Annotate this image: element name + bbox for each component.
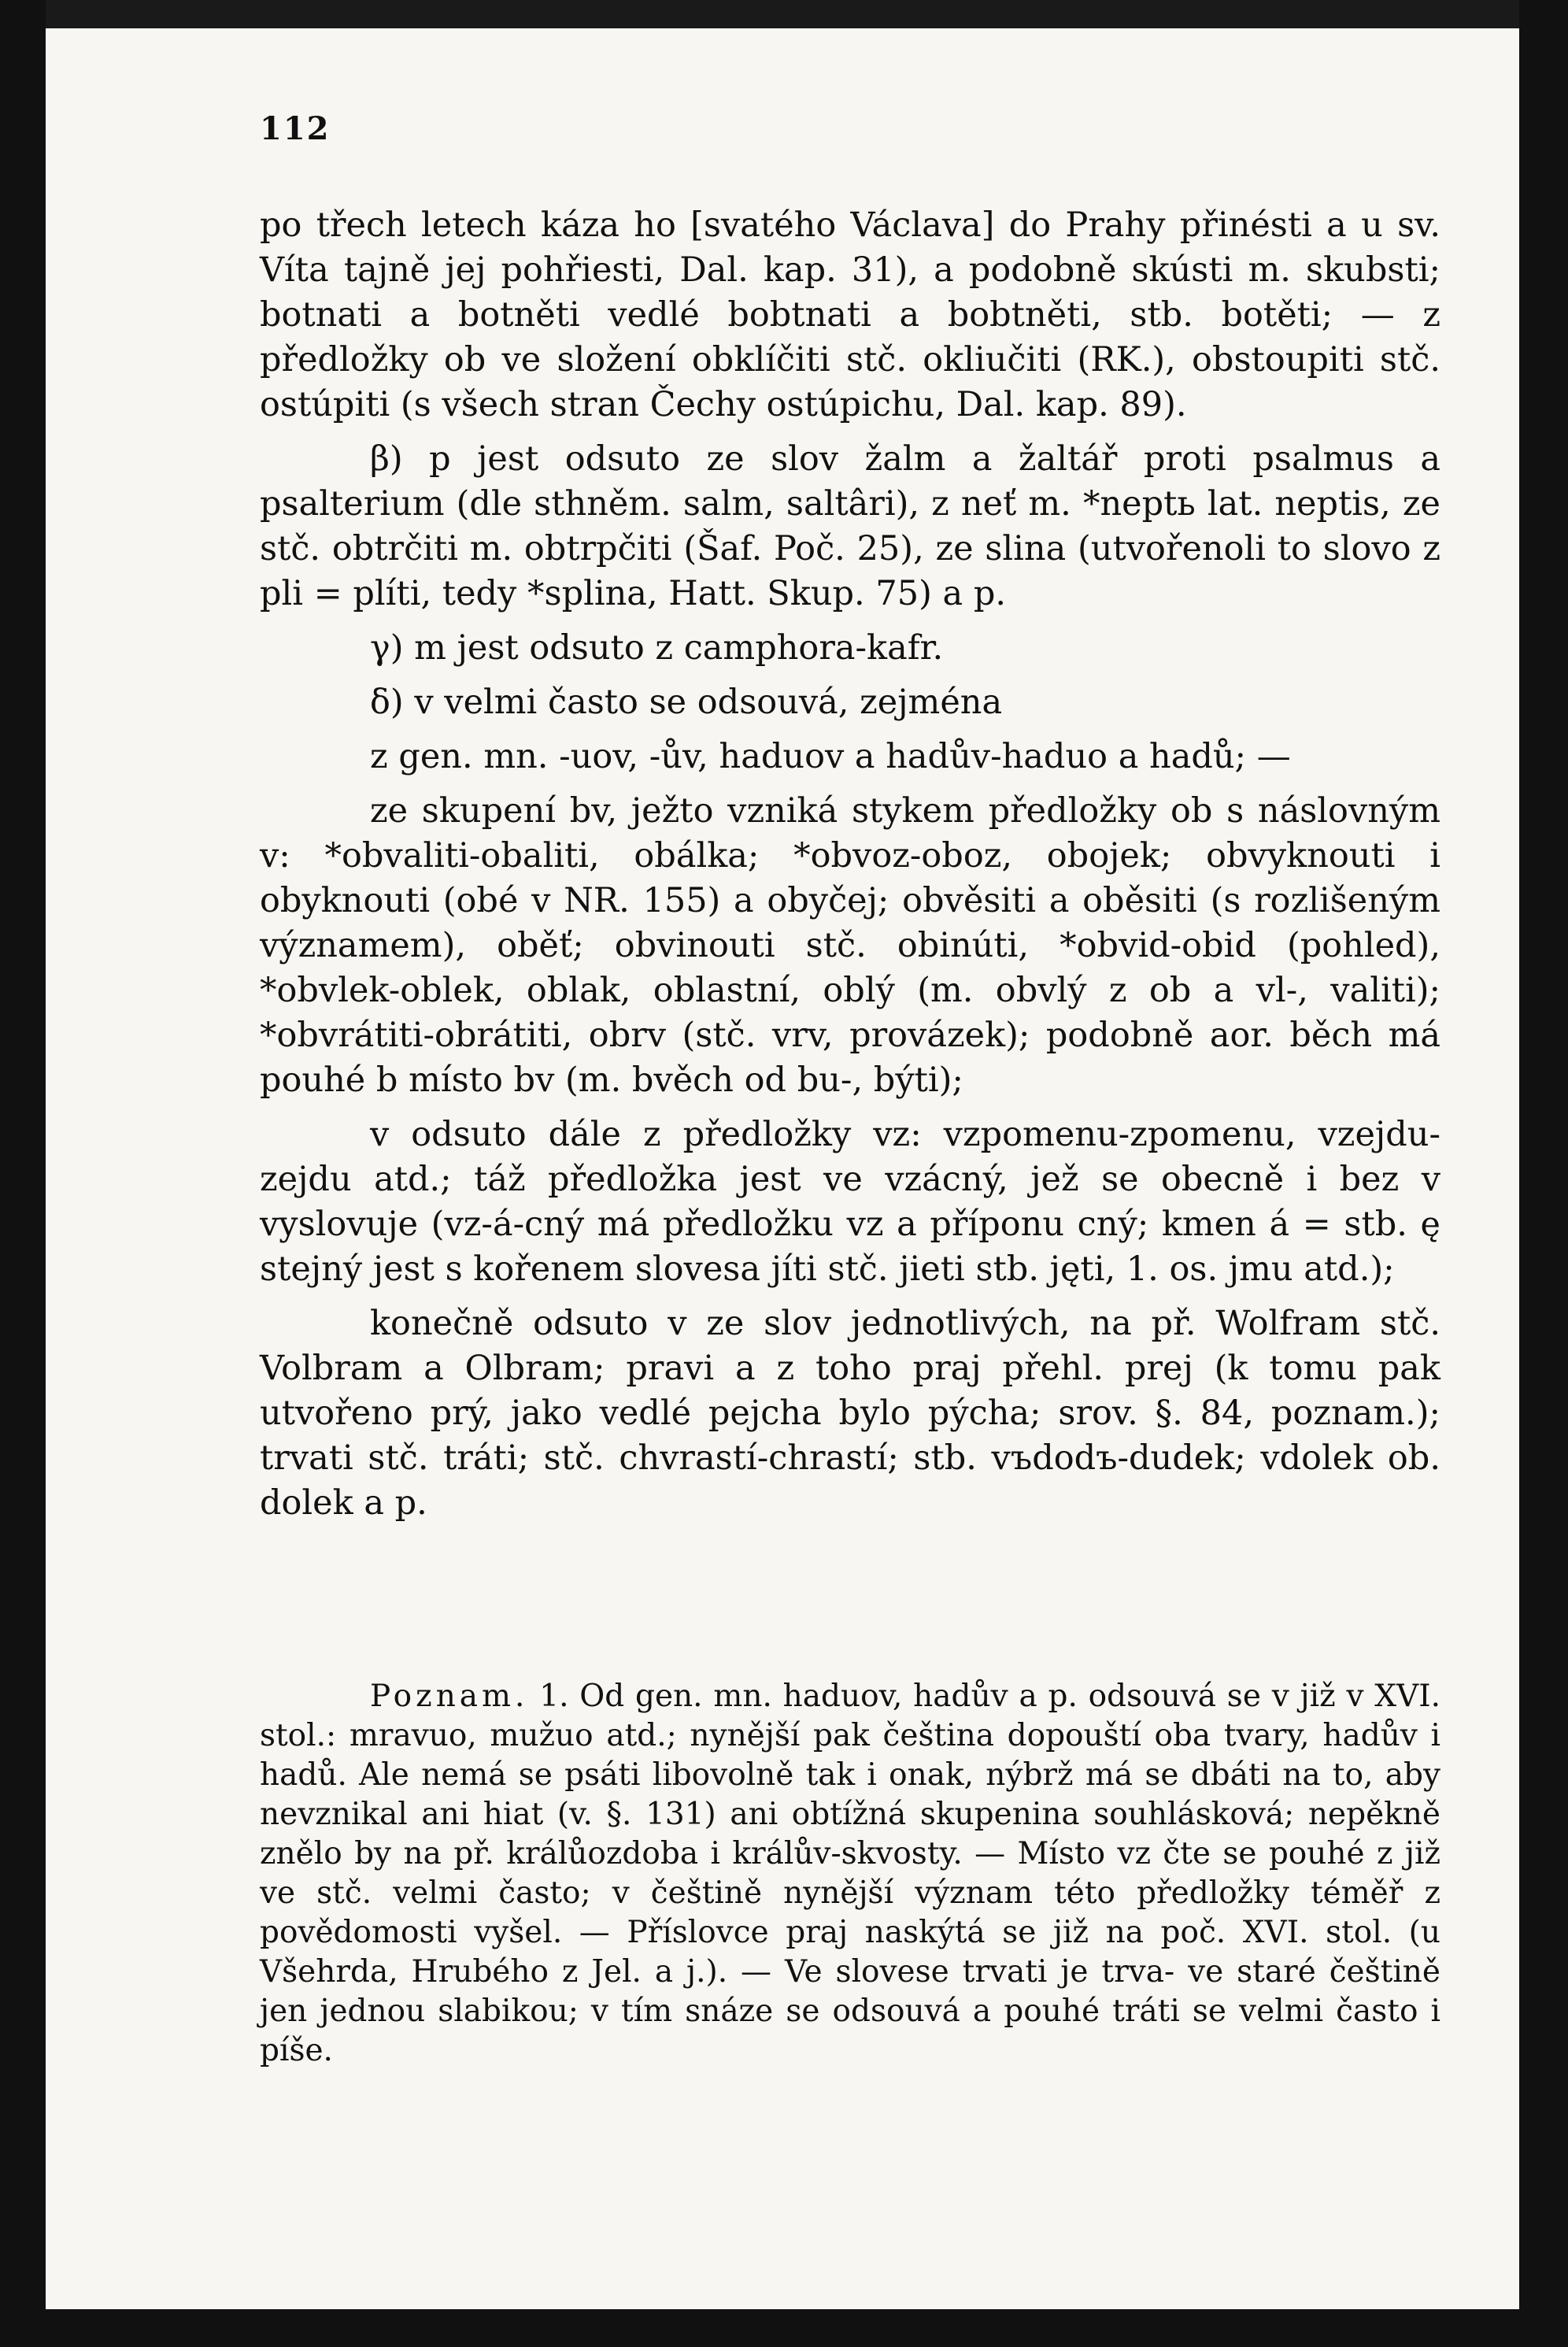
- footnote: [260, 1677, 1440, 2071]
- paragraph-gamma: γ) m jest odsuto z camphora-kafr.: [370, 628, 944, 668]
- paragraph-bv-group: ze skupení bv, ježto vzniká stykem předložky ob s náslovným v: *obvaliti-obaliti, obálka; *obvoz-oboz, obojek; obvyknouti i obyknouti (obé v NR. 155) a obyčej; obvěsiti a oběsiti (s rozlišeným významem), oběť; obvinouti stč. obinúti, *obvid-obid (pohled), *obvlek-oblek, oblak, oblastní, oblý (m. obvlý z ob a vl-, valiti); *obvrátiti-obrátiti, obrv (stč. vrv, provázek); podobně aor. běch má pouhé b místo bv (m. bvěch od bu-, býti);: [260, 791, 1440, 1100]
- paragraph-single-words: konečně odsuto v ze slov jednotlivých, na př. Wolfram stč. Volbram a Olbram; pravi a z toho praj přehl. prej (k tomu pak utvořeno prý, jako vedlé pejcha bylo pýcha; srov. §. 84, poznam.); trvati stč. tráti; stč. chvrastí-chrastí; stb. vъdodъ-dudek; vdolek ob. dolek a p.: [260, 1304, 1440, 1523]
- paragraph-beta: β) p jest odsuto ze slov žalm a žaltář proti psalmus a psalterium (dle sthněm. salm, saltâri), z neť m. *neptь lat. neptis, ze stč. obtrčiti m. obtrpčiti (Šaf. Poč. 25), ze slina (utvořenoli to slovo z pli = plíti, tedy *splina, Hatt. Skup. 75) a p.: [260, 439, 1440, 613]
- page-number: 112: [260, 110, 331, 147]
- main-text: [260, 203, 1440, 1535]
- footnote-label: Poznam.: [370, 1679, 529, 1714]
- scan-border-bottom: [0, 2309, 1568, 2347]
- scan-border-right: [1519, 0, 1568, 2347]
- footnote-text: 1. Od gen. mn. haduov, hadův a p. odsouvá se v již v XVI. stol.: mravuo, mužuo atd.; nynější pak čeština dopouští oba tvary, hadův i hadů. Ale nemá se psáti libovolně tak i onak, nýbrž má se dbáti na to, aby nevznikal ani hiat (v. §. 131) ani obtížná skupenina souhlásková; nepěkně znělo by na př. králůozdoba i králův-skvosty. — Místo vz čte se pouhé z již ve stč. velmi často; v češtině nynější význam této předložky téměř z povědomosti vyšel. — Příslovce praj naskýtá se již na poč. XVI. stol. (u Všehrda, Hrubého z Jel. a j.). — Ve slovese trvati je trva- ve staré češtině jen jednou slabikou; v tím snáze se odsouvá a pouhé tráti se velmi často i píše.: [260, 1679, 1441, 2068]
- scan-border-left: [0, 0, 46, 2347]
- paragraph-gen-plural: z gen. mn. -uov, -ův, haduov a hadův-haduo a hadů; —: [370, 737, 1291, 776]
- paragraph-continuation: po třech letech káza ho [svatého Václava] do Prahy přinésti a u sv. Víta tajně jej pohřiesti, Dal. kap. 31), a podobně skústi m. skubsti; botnati a botněti vedlé bobtnati a bobtněti, stb. botěti; — z předložky ob ve složení obklíčiti stč. okliučiti (RK.), obstoupiti stč. ostúpiti (s všech stran Čechy ostúpichu, Dal. kap. 89).: [260, 205, 1440, 424]
- footnote-paragraph: [260, 1677, 1440, 2071]
- scan-border-top: [0, 0, 1568, 28]
- paragraph-delta: δ) v velmi často se odsouvá, zejména: [370, 683, 1003, 722]
- paragraph-vz-prefix: v odsuto dále z předložky vz: vzpomenu-zpomenu, vzejdu-zejdu atd.; táž předložka jest ve vzácný, jež se obecně i bez v vyslovuje (vz-á-cný má předložku vz a příponu cný; kmen á = stb. ę stejný jest s kořenem slovesa jíti stč. jieti stb. jęti, 1. os. jmu atd.);: [260, 1115, 1440, 1289]
